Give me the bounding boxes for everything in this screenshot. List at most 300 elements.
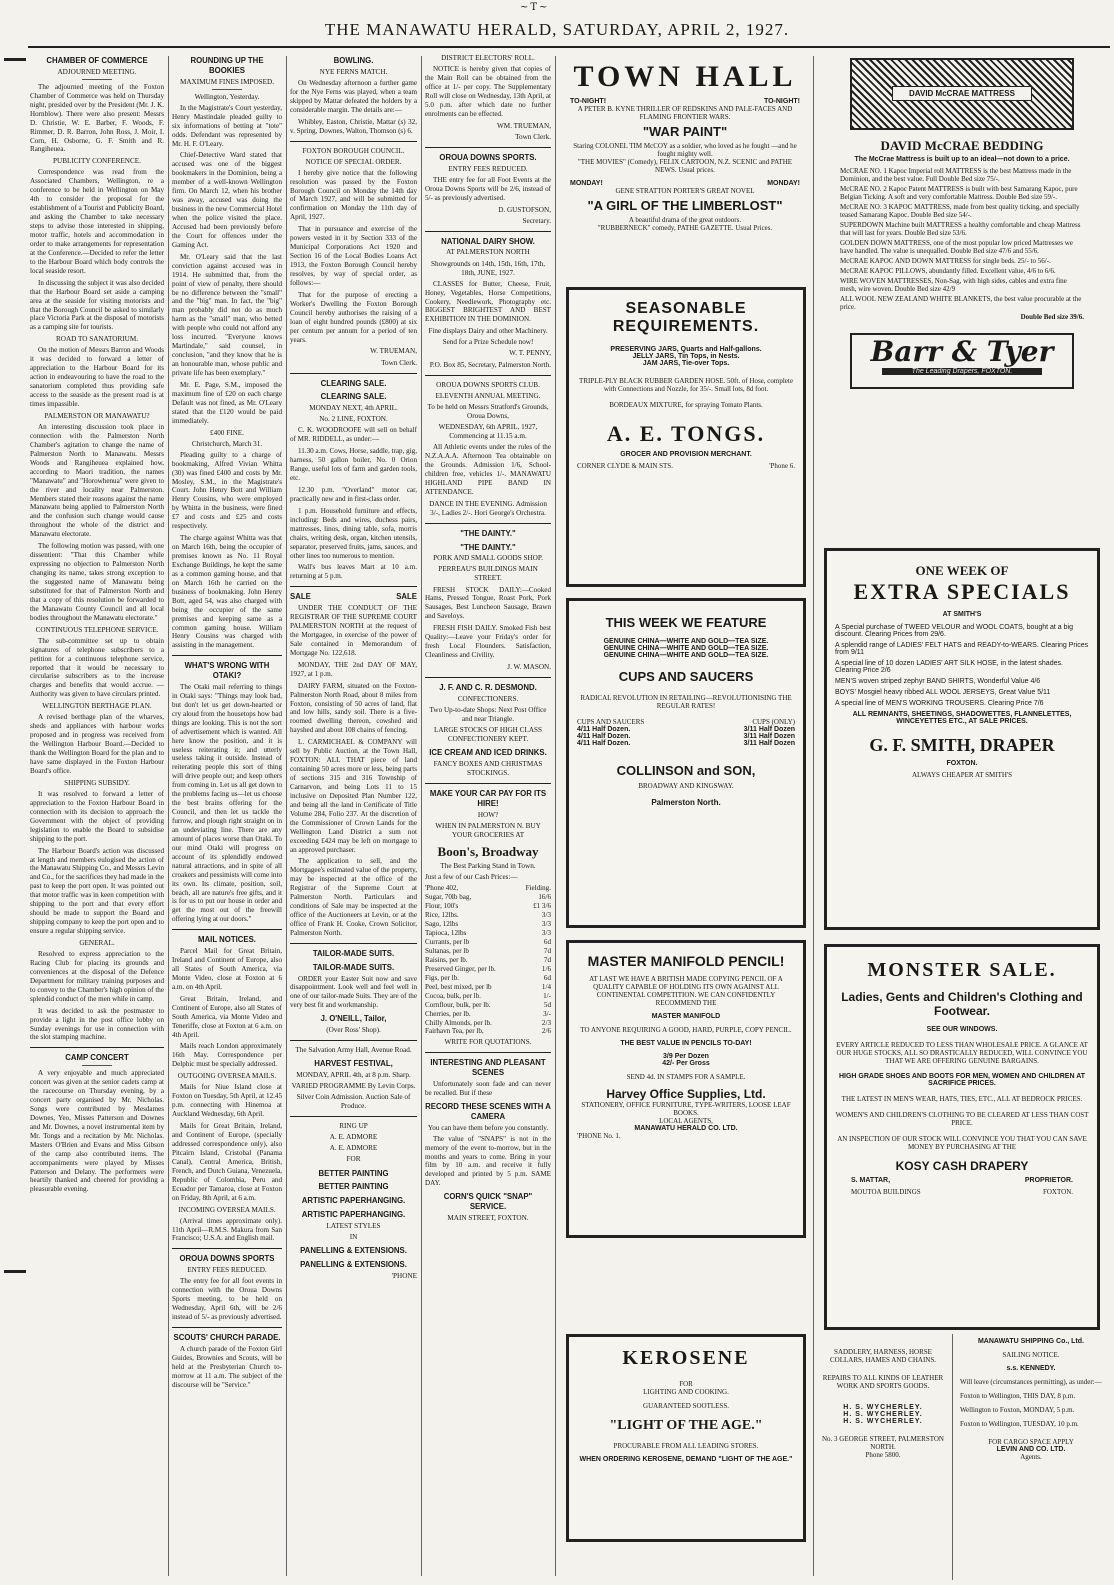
ad-line: A. E. ADMORE [329, 1133, 378, 1142]
price-value: 16/6 [538, 893, 551, 902]
ad-line: PROCURABLE FROM ALL LEADING STORES. [613, 1442, 759, 1450]
paragraph: (Arrival times approximate only). 11th April—R.M.S. Makura from San Francisco; U.S.A. and English mail. [172, 1216, 282, 1243]
price-list [425, 884, 551, 1036]
paragraph: On the motion of Messrs Barron and Woods it was decided to forward a letter of appreciation to the Harbour Board for its action in endeavouring to have the road to the sanatorium completed thus providing safe access to the seaside as the present road is at times impassible. [30, 346, 164, 408]
subheading: AT PALMERSTON NORTH [446, 248, 530, 257]
price-item: Fairhavn Tea, per lb, [425, 1027, 484, 1036]
cup-price: 3/11 Half Dozen [743, 733, 795, 740]
price-header [577, 718, 795, 726]
ad-line: SADDLERY, HARNESS, HORSE COLLARS, HAMES AND CHAINS. [830, 1348, 936, 1364]
ad-line: JELLY JARS, Tin Tops, in Nests. [632, 353, 740, 360]
price-item: Tapioca, 12lbs [425, 929, 467, 938]
price-row [425, 938, 551, 947]
column-rule [421, 56, 422, 1576]
shop-name: Harvey Office Supplies, Ltd. [606, 1087, 766, 1101]
paragraph: It was resolved to forward a letter of appreciation to the Foxton Harbour Board in connection with its decision to approach the Government with the object of providing legislation to enable the Board to subsidise shipping to the port. [30, 789, 164, 843]
price-item: 'Phone 402, [425, 884, 459, 893]
ad-subtitle: Ladies, Gents and Children's Clothing and Footwear. [841, 990, 1083, 1018]
divider [290, 373, 417, 374]
price-row [425, 920, 551, 929]
ad-line: GENUINE CHINA—WHITE AND GOLD—TEA SIZE. [603, 652, 769, 659]
paragraph: Pleading guilty to a charge of bookmaking, Alfred Vivian Whitta (30) was fined £400 and costs by Mr. Mosley, S.M., in the Magistrate's Court. John Henry Bott and William Henry Cousins, who were employed by Whitta in the business, were fined £7 and costs and £25 and costs respectively. [172, 450, 282, 531]
ad-line: "RUBBERNECK" comedy, PATHE GAZETTE. Usual Prices. [597, 224, 773, 232]
subheading: To be held on Messrs Stratford's Grounds, Oroua Downs, [427, 402, 549, 420]
paragraph: MONDAY, THE 2nd DAY OF MAY, 1927, at 1 p.m. [290, 660, 417, 678]
ad-line: WOMEN'S AND CHILDREN'S CLOTHING TO BE CLEARED AT LESS THAN COST PRICE. [835, 1111, 1089, 1127]
ad-line: TRIPLE-PLY BLACK RUBBER GARDEN HOSE. 50ft. of Hose, complete with Connections and Nozzle, for 35/-. Small lots, 8d foot. [579, 377, 793, 393]
proprietor-label: PROPRIETOR. [1024, 1177, 1073, 1184]
paragraph: The charge against Whitta was that on March 16th, being the occupier of premises known as No. 11 Royal Exchange Buildings, he kept the same as a common gaming house, and that on March 16th he carried on the business of bookmaking. John Henry Bott, aged 54, was also charged with being the occupier of the same premises and keeping same as a common gaming house. William Henry Cousins was charged with assisting in the management. [172, 534, 282, 650]
phone: 'Phone 6. [769, 462, 795, 470]
ad-line: Agents. [1020, 1453, 1042, 1461]
ad-line: Staring COLONEL TIM McCOY as a soldier, who loved as he fought —and he fought mighty well. [573, 142, 797, 158]
subheading: CONFECTIONERS. [457, 694, 519, 703]
price-value: 3/3 [541, 929, 551, 938]
subheading: ADJOURNED MEETING. [57, 67, 137, 76]
shop-name: G. F. SMITH, DRAPER [869, 735, 1055, 755]
paragraph: Wall's bus leaves Mart at 10 a.m. returning at 5 p.m. [290, 563, 417, 581]
paragraph: It was decided to ask the postmaster to provide a light in the post office lobby on Sunday evenings for use in connection with the slot stamping machine. [30, 1006, 164, 1042]
column-rule [555, 56, 556, 1576]
price-item: Peel, best mixed, per lb [425, 982, 492, 991]
mattress-label: DAVID McCRAE MATTRESS [892, 86, 1032, 101]
price-value: 3/3 [541, 911, 551, 920]
headline: RECORD THESE SCENES WITH A CAMERA [425, 1101, 551, 1121]
headline: OROUA DOWNS SPORTS [179, 1254, 275, 1264]
subheading: ELEVENTH ANNUAL MEETING. [435, 391, 541, 400]
town: Palmerston North. [651, 798, 721, 807]
price-value: 5d [543, 1000, 551, 1009]
cup-price-rows [577, 726, 795, 747]
subheading: ENTRY FEES REDUCED. [448, 164, 528, 173]
sale-label: SALE [396, 592, 417, 602]
headline: BOWLING. [333, 56, 374, 65]
paragraph: Parcel Mail for Great Britain, Ireland and Continent of Europe, also all States of South America, via Monte Video, close at Foxton at 6 a.m. on 4th April. [172, 947, 282, 991]
price-row [425, 992, 551, 1001]
logo-script: Barr & Tyer [870, 335, 1054, 368]
ad-line: FOR CARGO SPACE APPLY [988, 1438, 1074, 1446]
ad-title: KEROSENE [622, 1347, 750, 1369]
mattress-item: ALL WOOL NEW ZEALAND WHITE BLANKETS, the best value procurable at the price. [840, 295, 1082, 311]
signature: Secretary. [522, 216, 551, 225]
ad-line: GROCER AND PROVISION MERCHANT. [620, 451, 752, 458]
mattress-item: McCRAE NO. 2 Kapoc Patent MATTRESS is built with best Samarang Kapoc, pure Belgian Ticking. A soft and very comfortable Mattress. Double Bed size 59/-. [840, 185, 1078, 201]
divider [425, 1052, 551, 1053]
paragraph: CLASSES for Butter, Cheese, Fruit, Honey, Vegetables, Horse Competitions, Cookery, Needlework, Photography etc. BIGGEST BRIGHTEST AND BEST EXHIBITION IN THE DOMINION. [425, 279, 551, 324]
ad-line: ARTISTIC PAPERHANGING. [301, 1196, 406, 1206]
signature: Town Clerk. [515, 132, 551, 141]
divider [425, 677, 551, 678]
ad-line: STATIONERY, OFFICE FURNITURE, TYPE-WRITERS, LOOSE LEAF BOOKS. [581, 1101, 791, 1117]
headline: MAKE YOUR CAR PAY FOR ITS HIRE! [429, 789, 547, 808]
price-row [425, 902, 551, 911]
ad-line: PRESERVING JARS, Quarts and Half-gallons. [610, 346, 762, 353]
headline: CHAMBER OF COMMERCE [46, 56, 148, 65]
townhall-title: TOWN HALL [573, 60, 797, 93]
divider [290, 141, 417, 142]
subheading: Fine displays Dairy and other Machinery. [428, 327, 548, 336]
price-value: 1/- [543, 991, 551, 1000]
price-value: 2/6 [541, 1027, 551, 1036]
column-1 [30, 52, 164, 1580]
ad-line: PANELLING & EXTENSIONS. [300, 1245, 407, 1255]
ad-line: GUARANTEED SOOTLESS. [643, 1402, 729, 1410]
subheading: PORK AND SMALL GOODS SHOP. [433, 554, 543, 563]
tonight-label: TO-NIGHT! [570, 98, 607, 105]
subheading: MONDAY, APRIL 4th, at 8 p.m. Sharp. [296, 1071, 411, 1079]
paragraph: Mr. E. Page, S.M., imposed the maximum fine of £20 on each charge Default was not fined, as Mr. O'Leary stated that the £120 would be paid immediately. [172, 380, 282, 425]
proprietor-row [851, 1177, 1073, 1184]
subheading: OROUA DOWNS SPORTS CLUB. [436, 380, 540, 389]
headline: OROUA DOWNS SPORTS. [439, 152, 537, 162]
divider [290, 586, 417, 587]
sailing-time: Foxton to Wellington, TUESDAY, 10 p.m. [960, 1420, 1079, 1428]
signature: J. W. MASON. [507, 663, 551, 671]
subheading: PERREAU'S BUILDINGS MAIN STREET. [438, 565, 538, 583]
paragraph: ORDER your Easter Suit now and save disappointment. Look well and feel well in one of our tailor-made Suits. They are of the very best fit and workmanship. [290, 974, 417, 1010]
column-rule [813, 56, 814, 1576]
price-item: Sultanas, per lb [425, 947, 469, 955]
headline: HARVEST FESTIVAL, [314, 1059, 393, 1069]
sale-banner [290, 592, 417, 602]
ad-line: GENUINE CHINA—WHITE AND GOLD—TEA SIZE. [603, 638, 769, 645]
price-item: Sugar, 70lb bag, [425, 893, 472, 902]
address-row [577, 462, 795, 470]
price-row [425, 1019, 551, 1028]
headline: CLEARING SALE. [320, 392, 387, 402]
ad-line: SAILING NOTICE. [1002, 1351, 1060, 1359]
price-row [425, 911, 551, 920]
address: No. 3 GEORGE STREET, PALMERSTON NORTH. [822, 1435, 944, 1451]
paragraph: A revised berthage plan of the wharves, sheds and appliances with harbour works proposed and in progress was received from the Wellington Harbour Board.—Decided to thank the Wellington Board for the plan and to have same displayed in the Foxton Harbour Board's office. [30, 713, 164, 775]
ad-line: Will leave (circumstances permitting), as under:— [960, 1378, 1102, 1386]
price-row [425, 1001, 551, 1010]
agent-name: LEVIN AND CO. LTD. [996, 1446, 1066, 1453]
subheading: SHIPPING SUBSIDY. [64, 778, 130, 787]
mattress-item: WIRE WOVEN MATTRESSES, Non-Sag, with high sides, cables and extra fine mesh, wire woven. Double Bed size 42/9 [840, 277, 1067, 293]
monday-row [570, 180, 800, 187]
shop-name: H. S. WYCHERLEY. [843, 1404, 923, 1411]
monday-label: MONDAY! [767, 180, 800, 187]
price-row [425, 884, 551, 893]
headline: NATIONAL DAIRY SHOW. [441, 236, 535, 246]
tonight-row [570, 98, 800, 105]
paragraph: The application to sell, and the Mortgagee's estimated value of the property, may be inspected at the office of the Registrar of the Supreme Court at Palmerston North. Particulars and conditions of Sale may be inspected at the office of the Auctioneers at Levin, or at the office of Frank H. Cooke, Crown Solicitor, Palmerston North. [290, 857, 417, 937]
collinson-ad [566, 598, 806, 928]
manifold-ad [566, 940, 806, 1238]
ad-line: "THE MOVIES" (Comedy), FELIX CARTOON, N.Z. SCENIC and PATHE NEWS. Usual prices. [577, 158, 793, 174]
price-item: Rice, 12lbs. [425, 911, 459, 920]
ad-tagline: The McCrae Mattress is built up to an ideal—not down to a price. [854, 156, 1070, 163]
townhall-ad [562, 54, 808, 272]
shop-name: A. E. TONGS. [606, 421, 766, 446]
paragraph: 12.30 p.m. "Overland" motor car, practically new and in first-class order. [290, 485, 417, 503]
phone: 'PHONE No. 1. [577, 1132, 621, 1140]
ad-title: EXTRA SPECIALS [853, 579, 1071, 604]
price-value: 6d [543, 938, 551, 947]
special-item: A Special purchase of TWEED VELOUR and WOOL COATS, bought at a big discount. Clearing Prices from 29/6. [835, 624, 1073, 638]
ad-line: WHEN ORDERING KEROSENE, DEMAND "LIGHT OF THE AGE." [579, 1456, 793, 1463]
price: 42/- Per Gross [662, 1060, 710, 1067]
subheading: DANCE IN THE EVENING. Admission 3/-, Ladies 2/-. Hori George's Orchestra. [429, 499, 547, 517]
sale-label: SALE [290, 592, 311, 602]
subheading: GENERAL. [79, 938, 115, 947]
brand-name: "LIGHT OF THE AGE." [609, 1418, 763, 1433]
paragraph: DAIRY FARM, situated on the Foxton-Palmerston North Road, about 8 miles from Foxton, consisting of 50 acres of land, flat and low hills, sandy soil. There is a five-roomed dwelling thereon, cowshed and hayshed and about 108 chains of fencing. [290, 681, 417, 735]
paragraph: A very enjoyable and much appreciated concert was given at the senior cadets camp at the racecourse on Thursday evening, by a concert party organised by Mr. Nicholas. Songs were contributed by Mesdames Downes, Yeo, Misses Patterson and Downes and Mr. Downes, a novel instrumental item by Mr. Tongs and a recitation by Mr. Nicholas. Masters O'Brien and Evans and Miss Gibson of the camp also contributed items. The accompaniments were played by Misses Patterson and Delany. The performers were heartily thanked and cheered for providing a pleasurable evening. [30, 1069, 164, 1194]
ad-line: LATEST STYLES [326, 1221, 381, 1230]
subheading: CONTINUOUS TELEPHONE SERVICE. [35, 625, 159, 634]
divider [425, 783, 551, 784]
subheading: The Salvation Army Hall, Avenue Road. [295, 1046, 412, 1055]
ad-line: LIGHTING AND COOKING. [643, 1388, 729, 1396]
special-item: A special line of 10 dozen LADIES' ART SILK HOSE, in the latest shades. Clearing Price 2/6 [835, 660, 1063, 674]
ad-title: ONE WEEK OF [915, 563, 1009, 578]
special-item: ALL REMNANTS, SHEETINGS, SHADOWETTES, FLANNELETTES, WINCEYETTES ETC., AT SALE PRICES. [852, 711, 1072, 725]
paragraph: Mails reach London approximately 16th May. Correspondence per Delphic must be specially addressed. [172, 1042, 282, 1069]
divider [212, 89, 242, 90]
column-rule [168, 56, 169, 1576]
subheading: PUBLICITY CONFERENCE. [53, 157, 141, 166]
logo-subtitle: The Leading Drapers, FOXTON. [882, 368, 1042, 375]
divider [425, 375, 551, 376]
paragraph: Chief-Detective Ward stated that accused was one of the biggest bookmakers in the Dominion, being a member of a well-known Wellington firm. On March 12, when his brother was away, accused was doing the business in the new Commercial Hotel when the police visited the place. Accused had been previously before the Court for offences under the Gaming Act. [172, 151, 282, 249]
divider [172, 655, 282, 656]
price-row [425, 1010, 551, 1019]
smith-ad [824, 548, 1100, 930]
ad-line: GENE STRATTON PORTER'S GREAT NOVEL [615, 187, 755, 195]
paragraph: The value of "SNAPS" is not in the memory of the event to-morrow, but in the months and years to come. Bring in your film by 10 a.m. and receive it fully developed and printed by 5 p.m. SAME DAY. [425, 1134, 551, 1188]
subheading: No. 2 LINE, FOXTON. [319, 415, 388, 424]
ad-line: FOR [346, 1155, 361, 1164]
price-row [425, 956, 551, 965]
ad-line: A PETER B. KYNE THRILLER OF REDSKINS AND PALE-FACES AND FLAMING FRONTIER WARS. [577, 105, 793, 121]
subheading: Send for a Prize Schedule now! [442, 338, 534, 347]
town: FOXTON. [946, 760, 978, 767]
subheading: Just a few of our Cash Prices:— [425, 873, 518, 882]
ad-line: FOR [679, 1380, 693, 1388]
ad-line: SEE OUR WINDOWS. [926, 1026, 998, 1033]
paragraph: That in pursuance and exercise of the powers vested in it by Section 333 of the Municipal Corporations Act 1920 and Section 16 of the Local Bodies Loans Act 1913, the Foxton Borough Council hereby resolves, by way of special order, as follows:— [290, 225, 417, 287]
ad-line: THE LATEST IN MEN'S WEAR, HATS, TIES, ETC., ALL AT BEDROCK PRICES. [841, 1095, 1083, 1103]
price-row [425, 1027, 551, 1036]
headline: ICE CREAM AND ICED DRINKS. [429, 748, 547, 758]
subheading: WRITE FOR QUOTATIONS. [444, 1038, 532, 1047]
mattress-list [840, 167, 1084, 321]
column-rule [952, 1334, 953, 1580]
cup-price: 4/11 Half Dozen. [577, 740, 631, 747]
ad-title: MANAWATU SHIPPING Co., Ltd. [977, 1338, 1085, 1345]
barr-tyer-logo [850, 333, 1074, 389]
price-value: £1 3/6 [533, 902, 551, 911]
paragraph: C. K. WOODROOFE will sell on behalf of MR. RIDDELL, as under:— [290, 426, 417, 444]
mattress-item: McCRAE KAPOC PILLOWS, abundantly filled. Excellent value, 4/6 to 6/6. [840, 267, 1056, 275]
shop-name: KOSY CASH DRAPERY [895, 1159, 1029, 1173]
subheading: MAXIMUM FINES IMPOSED. [179, 77, 275, 86]
cup-price-row [577, 733, 795, 740]
mattress-item: McCRAE NO. 1 Kapoc Imperial roll MATTRESS is the best Mattress made in the Dominion, and the best value. Full Double Bed size 75/-. [840, 167, 1072, 183]
town: FOXTON. [1042, 1188, 1073, 1196]
headline: "THE DAINTY." [460, 542, 516, 552]
feature-title: "A GIRL OF THE LIMBERLOST" [587, 198, 783, 213]
saddlery-ad [816, 1342, 950, 1582]
cup-price-row [577, 740, 795, 747]
subheading: ENTRY FEES REDUCED. [187, 1266, 267, 1275]
subheading: INCOMING OVERSEA MAILS. [178, 1205, 276, 1214]
ad-line: AT LAST WE HAVE A BRITISH MADE COPYING PENCIL OF A QUALITY CAPABLE OF HOLDING ITS OWN AGAINST ALL CONTINENTAL COMPETITION. WE CAN CONFIDENTLY RECOMMEND THE [589, 975, 783, 1007]
ad-title: MONSTER SALE. [867, 959, 1057, 981]
ad-title: DAVID McCRAE BEDDING [880, 138, 1044, 153]
paragraph: THE entry fee for all Foot Events at the Oroua Downs Sports will be 2/6, instead of 5/- as previously advertised. [425, 175, 551, 202]
price-item: Currants, per lb [425, 938, 470, 947]
kerosene-ad [566, 1334, 806, 1542]
column-4 [425, 52, 551, 1580]
subheading: DISTRICT ELECTORS' ROLL. [441, 54, 535, 62]
price-value: Fielding. [525, 884, 551, 893]
headline: SCOUTS' CHURCH PARADE. [173, 1332, 281, 1342]
proprietor: S. MATTAR, [851, 1177, 891, 1184]
subheading: LARGE STOCKS OF HIGH CLASS CONFECTIONERY KEPT. [433, 726, 543, 744]
ad-line: GENUINE CHINA—WHITE AND GOLD—TEA SIZE. [603, 645, 769, 652]
mattress-item: SUPERDOWN Machine built MATTRESS a healthy comfortable and cheap Mattress that will last for years. Double Bed size 53/6. [840, 221, 1081, 237]
divider [82, 79, 112, 80]
subheading: Two Up-to-date Shops: Next Post Office and near Triangle. [429, 705, 547, 723]
headline: MAIL NOTICES. [198, 935, 256, 945]
special-item: A special line of MEN'S WORKING TROUSERS. Clearing Price 7/6 [835, 700, 1044, 707]
mattress-item: Double Bed size 39/6. [1020, 313, 1084, 321]
divider [172, 1248, 282, 1249]
subheading: HOW? [477, 810, 499, 819]
signature: (Over Ross' Shop). [326, 1026, 381, 1035]
paragraph: On Wednesday afternoon a further game for the Nye Ferns was played, when a team skipped by Mattar defeated the holders by a considerable margin. The details are:— [290, 78, 417, 114]
signature: W. TRUEMAN, [370, 347, 417, 356]
cup-price: 3/11 Half Dozen [743, 726, 795, 733]
subheading: WHEN IN PALMERSTON N. BUY YOUR GROCERIES AT [435, 821, 541, 839]
sailing-time: Wellington to Foxton, MONDAY, 5 p.m. [960, 1406, 1075, 1414]
newspaper-title: THE MANAWATU HERALD, SATURDAY, APRIL 2, 1927. [324, 20, 790, 39]
paragraph: The entry fee for all foot events in connection with the Oroua Downs Sports meeting, to be held on Wednesday, April 6th, will be 2/6 instead of 5/- as previously advertised. [172, 1277, 282, 1321]
subheading: VARIED PROGRAMME By Levin Corps. [291, 1082, 416, 1091]
special-item: A splendid range of LADIES' FELT HATS and READY-to-WEARS. Clearing Prices from 9/11 [835, 642, 1089, 656]
paragraph: UNDER THE CONDUCT OF THE REGISTRAR OF THE SUPREME COURT PALMERSTON NORTH at the request of the Mortgagee, in exercise of the power of Sale contained in Memorandum of Mortgage No. 122,618. [290, 604, 417, 657]
masthead-rule [28, 46, 1110, 48]
tonight-label: TO-NIGHT! [763, 98, 800, 105]
special-item: MEN'S woven striped zephyr BAND SHIRTS, Wonderful Value 4/6 [835, 678, 1041, 685]
paragraph: The following motion was passed, with one dissentient: "That this Chamber while expressing no objection to Palmerston North changing its name, takes strong exception to the suggested name of Manawatu being substituted for that of Palmerston North and that a copy of this resolution be forwarded to the Manawatu County Council and all local bodies throughout the Manawatu electorate." [30, 542, 164, 622]
divider [425, 147, 551, 148]
subheading: WELLINGTON BERTHAGE PLAN. [42, 702, 152, 711]
ad-line: EVERY ARTICLE REDUCED TO LESS THAN WHOLESALE PRICE. A GLANCE AT OUR HUGE STOCKS, ALL SO DRASTICALLY REDUCED, WILL CONVINCE YOU THAT WE ARE OFFERING GENUINE BARGAINS. [836, 1041, 1088, 1065]
divider [30, 1047, 164, 1048]
phone: Phone 5800. [865, 1451, 901, 1459]
signature: Town Clerk. [381, 358, 417, 367]
ad-line: BORDEAUX MIXTURE, for spraying Tomato Plants. [609, 401, 763, 409]
monster-sale-ad [824, 944, 1100, 1330]
subheading: MAIN STREET, FOXTON. [447, 1213, 529, 1222]
headline: TAILOR-MADE SUITS. [312, 962, 395, 972]
subheading: FANCY BOXES AND CHRISTMAS STOCKINGS. [433, 760, 543, 778]
mattress-illustration [850, 58, 1074, 130]
cup-price: 3/11 Half Dozen [743, 740, 795, 747]
motto: ALWAYS CHEAPER AT SMITH'S [911, 771, 1013, 779]
ad-line: TO ANYONE REQUIRING A GOOD, HARD, PURPLE, COPY PENCIL. [580, 1026, 792, 1034]
paragraph: Mails for Niue Island close at Foxton on Tuesday, 5th April, at 12.45 p.m. connecting with Hinemoa at Auckland Wednesday, 6th April. [172, 1083, 282, 1119]
column-header: CUPS AND SAUCERS [577, 718, 645, 726]
masthead [0, 0, 1114, 52]
paragraph: Unfortunately soon fade and can never be recalled. But if these [425, 1080, 551, 1097]
ad-title: SEASONABLE REQUIREMENTS. [612, 300, 760, 335]
subheading: NYE FERNS MATCH. [319, 67, 388, 76]
paragraph: Whibley, Easton, Christie, Mattar (s) 32, v. Spring, Downes, Walton, Thomson (s) 6. [290, 117, 417, 135]
shop-name: Boon's, Broadway [437, 843, 539, 859]
cup-price: 4/11 Half Dozen. [577, 726, 631, 733]
subheading: FOXTON BOROUGH COUNCIL. [302, 146, 405, 155]
column-3 [290, 52, 417, 1580]
ad-line: BETTER PAINTING [318, 1182, 389, 1192]
headline: CLEARING SALE. [320, 378, 387, 388]
paragraph: Mr. O'Leary said that the last conviction against accused was in 1914. He submitted that, from the point of view of penalty, there should be no difference between the "small" and the "big" man. In fact, the "big" man probably did not do as much harm as the "small" man, who betted with people who could not afford any loss incurred. "Everyone knows Martindale," said counsel, in conclusion, "and they know that he is an honourable man, whose public and private life has been exemplary." [172, 252, 282, 377]
signature: W. T. PENNY, [509, 349, 551, 358]
ad-line: RADICAL REVOLUTION IN RETAILING—REVOLUTIONISING THE REGULAR RATES! [580, 694, 792, 710]
headline: WHAT'S WRONG WITH OTAKI? [184, 661, 270, 681]
price-value: 3/3 [541, 920, 551, 929]
divider [172, 1327, 282, 1328]
headline: CORN'S QUICK "SNAP" SERVICE. [443, 1192, 533, 1212]
price: 3/9 Per Dozen [663, 1053, 709, 1060]
price-value: 3/- [543, 1009, 551, 1018]
divider [290, 943, 417, 944]
ad-line: MANAWATU HERALD CO. LTD. [634, 1125, 738, 1132]
paragraph: The sub-committee set up to obtain signatures of telephone subscribers to a petition for a continuous telephone service, reported that it would be necessary to circularise subscribers as to the increase charges and benefits that would accrue. —Authority was given to have circulars printed. [30, 636, 164, 699]
column-2 [172, 52, 282, 1580]
price-row [425, 974, 551, 983]
paragraph: All Athletic events under the rules of the N.Z.A.A.A. Afternoon Tea obtainable on the Grounds. Admission 1/6, School-children free, vehicles 1/-. MANAWATU HIGHLAND PIPE BAND IN ATTENDANCE. [425, 442, 551, 496]
seasonable-ad [566, 287, 806, 587]
ad-line: THE BEST VALUE IN PENCILS TO-DAY! [620, 1040, 752, 1047]
paragraph: FRESH FISH DAILY. Smoked Fish best Quality:—Leave your Friday's order for fresh Local Flounders. Satisfaction, Cleanliness and Civility. [425, 624, 551, 660]
paragraph: The Harbour Board's action was discussed at length and members eulogised the action of the Manawatu Shipping Co., and Messrs Levin and Co., for the sacrifices they had made in the past to keep the port open. It was pointed out that motor traffic was in keen competition with shipping to the port and that every effort should be made to support the Board and shipping company to keep the port open and to ensure a regular shipping service. [30, 846, 164, 935]
ad-line: HIGH GRADE SHOES AND BOOTS FOR MEN, WOMEN AND CHILDREN AT SACRIFICE PRICES. [838, 1073, 1086, 1087]
cup-price: 4/11 Half Dozen. [577, 733, 631, 740]
subheading: PALMERSTON OR MANAWATU? [44, 411, 150, 420]
address: BROADWAY AND KINGSWAY. [638, 782, 734, 790]
price-row [425, 983, 551, 992]
ad-title: CUPS AND SAUCERS [618, 669, 754, 684]
ad-line: REPAIRS TO ALL KINDS OF LEATHER WORK AND SPORTS GOODS. [822, 1374, 944, 1390]
specials-list [835, 624, 1089, 725]
address-row [851, 1188, 1073, 1196]
shop-name: COLLINSON and SON, [616, 763, 756, 778]
price-row [425, 929, 551, 938]
column-rule [286, 56, 287, 1576]
price-row [425, 947, 551, 956]
shipping-notice [956, 1334, 1106, 1580]
ad-title: THIS WEEK WE FEATURE [605, 615, 767, 630]
masthead-ornament: ~T~ [520, 2, 550, 13]
ad-line: RING UP [339, 1122, 368, 1131]
signature: J. O'NEILL, Tailor, [320, 1014, 387, 1024]
subheading: Silver Coin Admission. Auction Sale of Produce. [296, 1093, 411, 1111]
paragraph: The adjourned meeting of the Foxton Chamber of Commerce was held on Thursday night, presided over by the President (Mr. J. K. Hornblow). There were also present: Messrs D. Christie, W. E. Barber, F. Woods, F. Rimmer, D. R. Barron, John Ross, J. Moir, I. Corn, H. Osborne, G. F. Smith and R. Rangiheuea. [30, 82, 164, 154]
price-value: 1/6 [541, 964, 551, 973]
paragraph: A church parade of the Foxton Girl Guides, Brownies and Scouts, will be held at the Presbyterian Church to-morrow at 11 a.m. The subject of the discourse will be "Service." [172, 1344, 282, 1389]
price-item: Figs, per lb. [425, 973, 459, 982]
shop-name: H. S. WYCHERLEY. [843, 1418, 923, 1425]
mccrae-ad [820, 56, 1104, 534]
subheading: Showgrounds on 14th, 15th, 16th, 17th, 18th, JUNE, 1927. [430, 259, 545, 277]
paragraph: 1 p.m. Household furniture and effects, including: Beds and wires, duchess pairs, mattresses, linos, dining table, sofa, morris chairs, writing desk, organ, kitchen utensils, separator, preserved fruits, jams, sauces, and other lines too numerous to mention. [290, 506, 417, 560]
paragraph: An interesting discussion took place in connection with the Palmerston North Chamber's agitation to change the name of Palmerston North to Manawatu. Messrs Woods and Rangiheuea explained how, according to Maori tradition, the names "Manawatu" and "Horowhenua" were given to the river and locality near Palmerston. Members stated their reasons against the name Manawatu being applied to Palmerston North and the confusion such change would cause throughout the whole of the district and Manawatu electorate. [30, 423, 164, 539]
